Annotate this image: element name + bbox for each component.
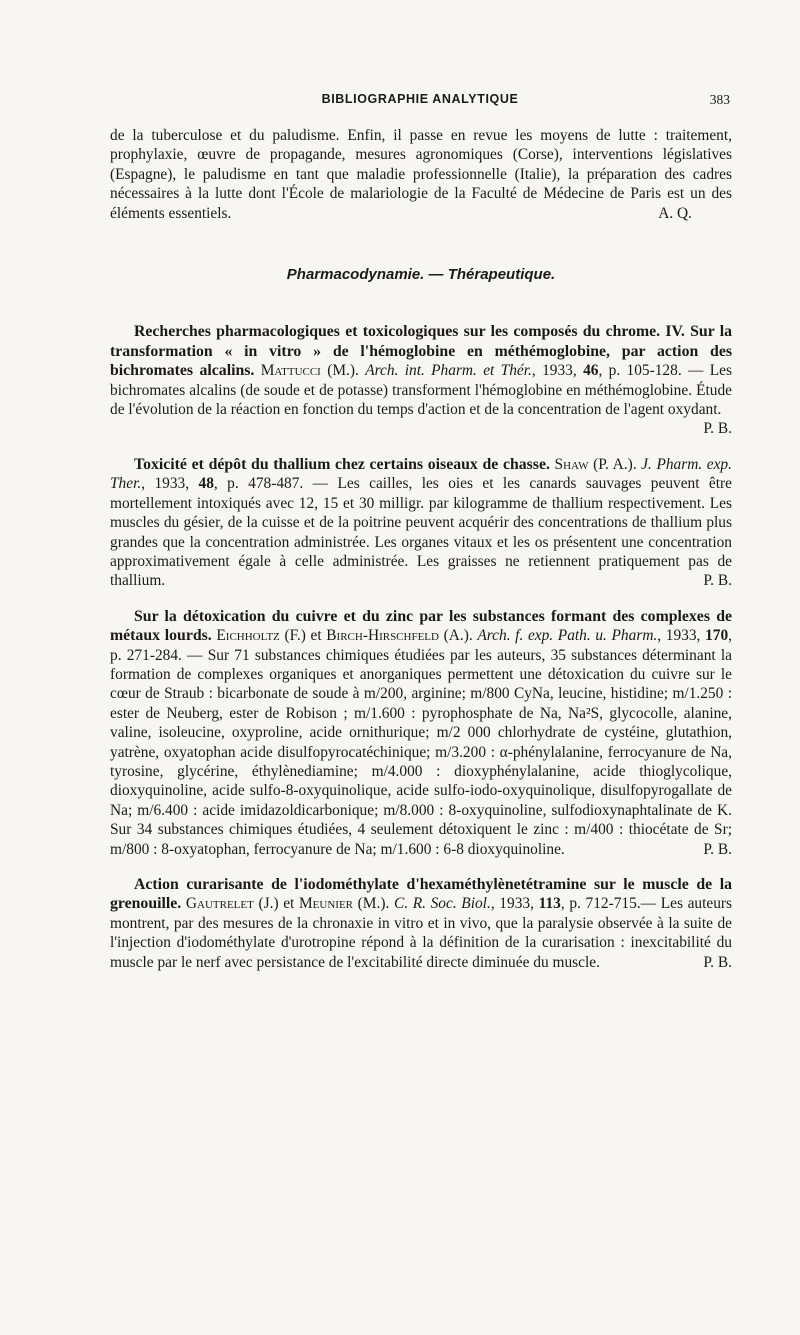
entry-pages: , p. 712-715.— [560,895,657,913]
entry-author-initials: (J.) et [258,895,295,913]
intro-signature: A. Q. [658,204,692,222]
entry-volume: 170 [705,627,729,645]
entry-author-2: Birch-Hirschfeld [326,627,439,645]
abstract-entry-3 [110,607,732,859]
entry-author: Gautrelet [185,895,254,913]
entry-signature: P. B. [703,840,732,858]
entry-text: Les bichromates alcalins (de soude et de potasse) transforment l'hémoglobine en méthémoglobine. Étude de l'évolution de la réaction en fonction du temps d'action et de la concentration de l'agent oxydant. [110,362,732,419]
intro-paragraph [110,126,732,223]
entry-pages: , p. 271-284. — [110,627,733,664]
entry-author-initials: (F.) et [284,627,322,645]
entry-author-2-initials: (M.). [357,895,390,913]
entry-signature: P. B. [703,953,732,971]
entry-author: Mattucci [260,362,321,380]
entry-year: , 1933, [141,475,190,493]
entry-volume: 48 [198,475,214,493]
abstract-entry-4 [110,875,732,972]
entry-author: Shaw [554,455,589,473]
abstract-entry-2 [110,455,732,591]
intro-text: de la tuberculose et du paludisme. Enfin, il passe en revue les moyens de lutte : traitement, prophylaxie, œuvre de propagande, mesures agronomiques (Corse), interventions législatives (Espagne), le paludisme en tant que maladie professionnelle (Italie), la préparation des cadres nécessaires à la lutte dont l'École de malariologie de la Faculté de Médecine de Paris est un des éléments essentiels. [110,127,732,222]
entry-author-2: Meunier [298,895,353,913]
entry-text: Les auteurs montrent, par des mesures de la chronaxie in vitro et in vivo, que la paralysie observée à la suite de l'injection d'iodométhylate d'urotropine répond à la définition de la curarisation : inexcitabilité du muscle par le nerf avec persistance de l'excitabilité directe diminuée du muscle. [110,895,733,971]
abstract-entry-1 [110,322,732,438]
entry-journal: Arch. f. exp. Path. u. Pharm. [477,627,658,645]
entry-text: Les cailles, les oies et les canards sauvages peuvent être mortellement intoxiqués avec 12, 15 et 30 milligr. par kilogramme de thallium respectivement. Les muscles du gésier, de la cuisse et de la poitrine peuvent acquérir des concentrations de thallium plus grandes que la concentration administrée. Les organes vitaux et les os présentent une concentration approximativement égale à celle administrée. Les graisses ne retiennent pratiquement pas de thallium. [110,475,732,590]
section-heading: Pharmacodynamie. — Thérapeutique. [286,266,556,284]
entry-title: Recherches pharmacologiques et toxicologiques sur les composés du chrome. IV. Sur la transformation « in vitro » de l'hémoglobine en méthémoglobine, par action des bichromates alcalins. [110,323,732,380]
entry-signature: P. B. [703,420,732,438]
entry-pages: , p. 105-128. — [598,362,704,380]
entry-volume: 113 [538,895,561,913]
entry-journal: C. R. Soc. Biol. [393,895,491,913]
entry-journal: J. Pharm. exp. Ther. [110,455,732,493]
entry-title: Sur la détoxication du cuivre et du zinc par les substances formant des complexes de métaux lourds. [110,607,732,645]
running-title: BIBLIOGRAPHIE ANALYTIQUE [321,92,519,106]
running-header [110,92,730,112]
entry-year: , 1933, [531,362,577,380]
entry-author: Eichholtz [216,627,280,645]
entry-volume: 46 [583,362,599,380]
entry-title: Toxicité et dépôt du thallium chez certains oiseaux de chasse. [134,455,550,473]
entry-signature: P. B. [703,572,732,590]
entry-author-2-initials: (A.). [443,627,473,645]
entry-author-initials: (P. A.). [593,455,637,473]
entry-journal: Arch. int. Pharm. et Thér. [365,362,532,380]
entry-text: Sur 71 substances chimiques étudiées par les auteurs, 35 substances déterminant la formation de complexes organiques et anorganiques permettent une détoxication du cuivre sur le cœur de Straub : bicarbonate de soude à m/200, arginine; m/800 CyNa, leucine, histidine; m/1.250 : ester de Neuberg, ester de Robison ; m/1.600 : pyrophosphate de Na, Na²S, glycocolle, alanine, valine, isoleucine, oxyproline, acide ornithurique; m/2 000 chlorhydrate de cystéine, glutathion, yatrène, oxyatophan acide disulfopyrocatéchinique; m/3.200 : α-phénylalanine, ferrocyanure de Na, tyrosine, glycérine, éthylènediamine; m/4.000 : dioxyphénylalanine, acide thioglycolique, dioxyquinoline, acide sulfo-8-oxyquinolique, acide sulfo-iodo-oxyquinolique, disulfopyrogallate de Na; m/6.400 : acide imidazoldicarbonique; m/8.000 : 8-oxyquinoline, sulfodioxynaphtalinate de K. Sur 34 substances chimiques étudiées, 4 seulement détoxiquent le zinc : m/400 : thiocétate de Sr; m/800 : 8-oxyatophan, ferrocyanure de Na; m/1.600 : 6-8 dioxyquinoline. [110,646,732,858]
entry-title: Action curarisante de l'iodométhylate d'hexaméthylènetétramine sur le muscle de la grenouille. [110,876,732,913]
page-number: 383 [709,92,730,107]
page-body [110,126,732,988]
entry-pages: , p. 478-487. — [213,475,329,493]
entry-author-initials: (M.). [327,362,359,380]
entry-year: , 1933, [490,895,534,913]
entry-year: , 1933, [657,627,701,645]
